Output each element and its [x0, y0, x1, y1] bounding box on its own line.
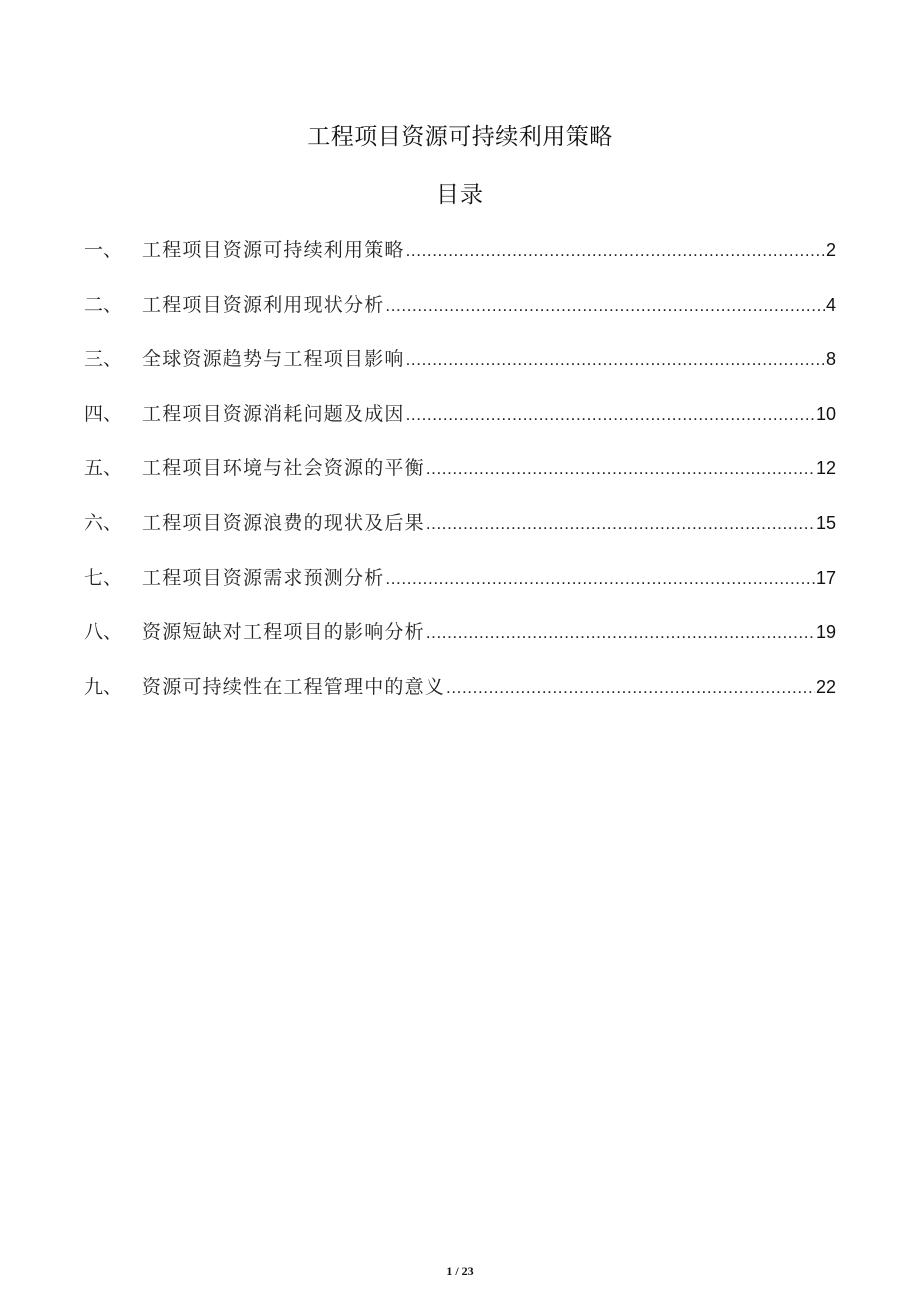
- toc-dot-leader: [426, 452, 815, 486]
- toc-entry-7[interactable]: [84, 561, 836, 616]
- toc-entry-3[interactable]: [84, 342, 836, 397]
- toc-entry-4[interactable]: [84, 397, 836, 452]
- toc-entry-title[interactable]: 工程项目资源消耗问题及成因: [142, 402, 405, 425]
- toc-dot-leader: [385, 562, 815, 596]
- toc-entry-number: 九、: [84, 675, 123, 698]
- toc-dot-leader: [446, 671, 815, 705]
- document-title: 工程项目资源可持续利用策略: [307, 124, 613, 150]
- toc-entry-title[interactable]: 工程项目资源需求预测分析: [142, 566, 385, 589]
- toc-entry-5[interactable]: [84, 451, 836, 506]
- toc-entry-page-number[interactable]: 17: [815, 567, 836, 588]
- toc-entry-page-number[interactable]: 15: [815, 512, 836, 533]
- toc-entry-9[interactable]: [84, 670, 836, 725]
- toc-entry-number: 二、: [84, 293, 123, 316]
- toc-entry-title[interactable]: 资源短缺对工程项目的影响分析: [142, 621, 425, 644]
- toc-entry-6[interactable]: [84, 506, 836, 561]
- table-of-contents: [84, 233, 836, 724]
- toc-entry-number: 三、: [84, 348, 123, 371]
- toc-dot-leader: [426, 507, 815, 541]
- toc-dot-leader: [406, 398, 815, 432]
- toc-entry-number: 五、: [84, 457, 123, 480]
- toc-entry-2[interactable]: [84, 288, 836, 343]
- toc-entry-page-number[interactable]: 12: [815, 458, 836, 479]
- toc-entry-page-number[interactable]: 19: [815, 622, 836, 643]
- toc-entry-title[interactable]: 工程项目资源浪费的现状及后果: [142, 511, 425, 534]
- toc-dot-leader: [426, 616, 815, 650]
- toc-entry-page-number[interactable]: 4: [825, 294, 836, 315]
- toc-entry-title[interactable]: 工程项目资源利用现状分析: [142, 293, 385, 316]
- toc-dot-leader: [406, 234, 825, 268]
- toc-entry-number: 四、: [84, 402, 123, 425]
- toc-entry-page-number[interactable]: 10: [815, 403, 836, 424]
- toc-entry-title[interactable]: 资源可持续性在工程管理中的意义: [142, 675, 446, 698]
- toc-entry-title[interactable]: 工程项目环境与社会资源的平衡: [142, 457, 425, 480]
- toc-dot-leader: [406, 343, 825, 377]
- toc-entry-1[interactable]: [84, 233, 836, 288]
- toc-dot-leader: [385, 289, 825, 323]
- toc-entry-page-number[interactable]: 8: [825, 349, 836, 370]
- toc-entry-title[interactable]: 全球资源趋势与工程项目影响: [142, 348, 405, 371]
- toc-entry-page-number[interactable]: 22: [815, 676, 836, 697]
- toc-entry-number: 六、: [84, 511, 123, 534]
- toc-entry-8[interactable]: [84, 615, 836, 670]
- toc-entry-title[interactable]: 工程项目资源可持续利用策略: [142, 239, 405, 261]
- toc-entry-number: 一、: [84, 239, 123, 261]
- page-number-footer: 1 / 23: [446, 1264, 474, 1278]
- toc-entry-page-number[interactable]: 2: [825, 240, 836, 260]
- toc-entry-number: 七、: [84, 566, 123, 589]
- toc-heading: 目录: [436, 182, 484, 208]
- toc-entry-number: 八、: [84, 621, 123, 644]
